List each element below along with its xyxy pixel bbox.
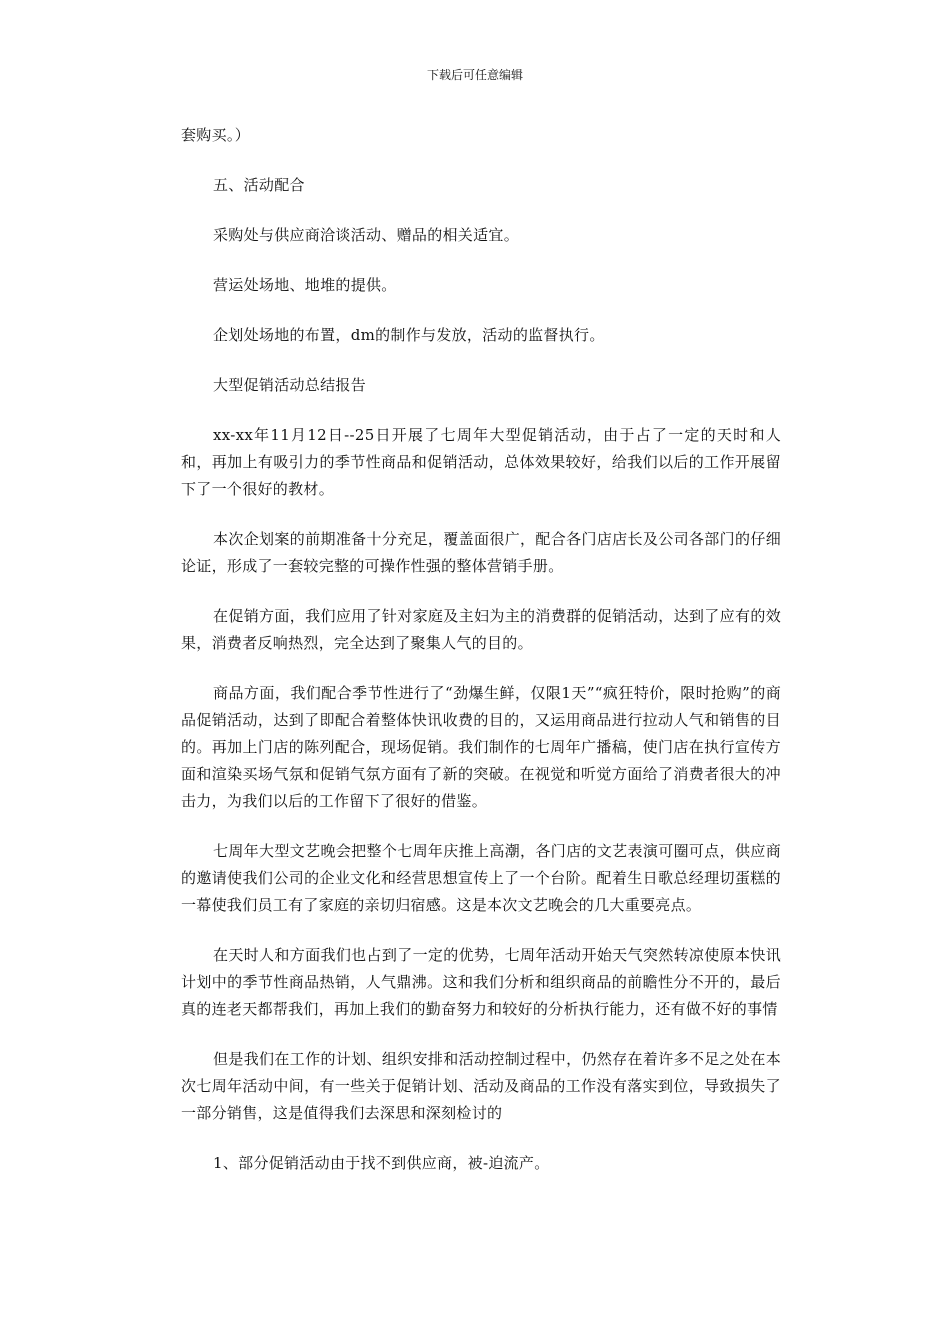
paragraph-continuation: 套购买。） (181, 126, 251, 144)
paragraph: 在天时人和方面我们也占到了一定的优势，七周年活动开始天气突然转凉使原本快讯计划中的季节性商品热销，人气鼎沸。这和我们分析和组织商品的前瞻性分不开的，最后真的连老天都帮我们，再加上我们的勤奋努力和较好的分析执行能力，还有做不好的事情 (181, 946, 781, 1018)
paragraph: 本次企划案的前期准备十分充足，覆盖面很广，配合各门店店长及公司各部门的仔细论证，形成了一套较完整的可操作性强的整体营销手册。 (181, 530, 781, 575)
paragraph: 商品方面，我们配合季节性进行了“劲爆生鲜，仅限1天”“疯狂特价，限时抢购”的商品促销活动，达到了即配合着整体快讯收费的目的，又运用商品进行拉动人气和销售的目的。再加上门店的陈列配合，现场促销。我们制作的七周年广播稿，使门店在执行宣传方面和渲染买场气氛和促销气氛方面有了新的突破。在视觉和听觉方面给了消费者很大的冲击力，为我们以后的工作留下了很好的借鉴。 (181, 684, 781, 810)
paragraph: 七周年大型文艺晚会把整个七周年庆推上高潮，各门店的文艺表演可圈可点，供应商的邀请使我们公司的企业文化和经营思想宣传上了一个台阶。配着生日歌总经理切蛋糕的一幕使我们员工有了家庭的亲切归宿感。这是本次文艺晚会的几大重要亮点。 (181, 842, 781, 914)
section-heading-activity-coordination: 五、活动配合 (213, 176, 305, 194)
paragraph: 企划处场地的布置，dm的制作与发放，活动的监督执行。 (213, 326, 605, 344)
paragraph: 但是我们在工作的计划、组织安排和活动控制过程中，仍然存在着许多不足之处在本次七周年活动中间，有一些关于促销计划、活动及商品的工作没有落实到位，导致损失了一部分销售，这是值得我们去深思和深刻检讨的 (181, 1050, 781, 1122)
list-item: 1、部分促销活动由于找不到供应商，被-迫流产。 (213, 1154, 550, 1172)
paragraph: 在促销方面，我们应用了针对家庭及主妇为主的消费群的促销活动，达到了应有的效果，消费者反响热烈，完全达到了聚集人气的目的。 (181, 607, 781, 652)
report-title: 大型促销活动总结报告 (213, 376, 367, 394)
document-body (181, 122, 781, 1200)
page-header: 下载后可任意编辑 (426, 68, 523, 82)
paragraph: 营运处场地、地堆的提供。 (213, 276, 397, 294)
paragraph: xx-xx年11月12日--25日开展了七周年大型促销活动，由于占了一定的天时和人和，再加上有吸引力的季节性商品和促销活动，总体效果较好，给我们以后的工作开展留下了一个很好的教材。 (181, 426, 781, 498)
paragraph: 采购处与供应商洽谈活动、赠品的相关适宜。 (213, 226, 520, 244)
